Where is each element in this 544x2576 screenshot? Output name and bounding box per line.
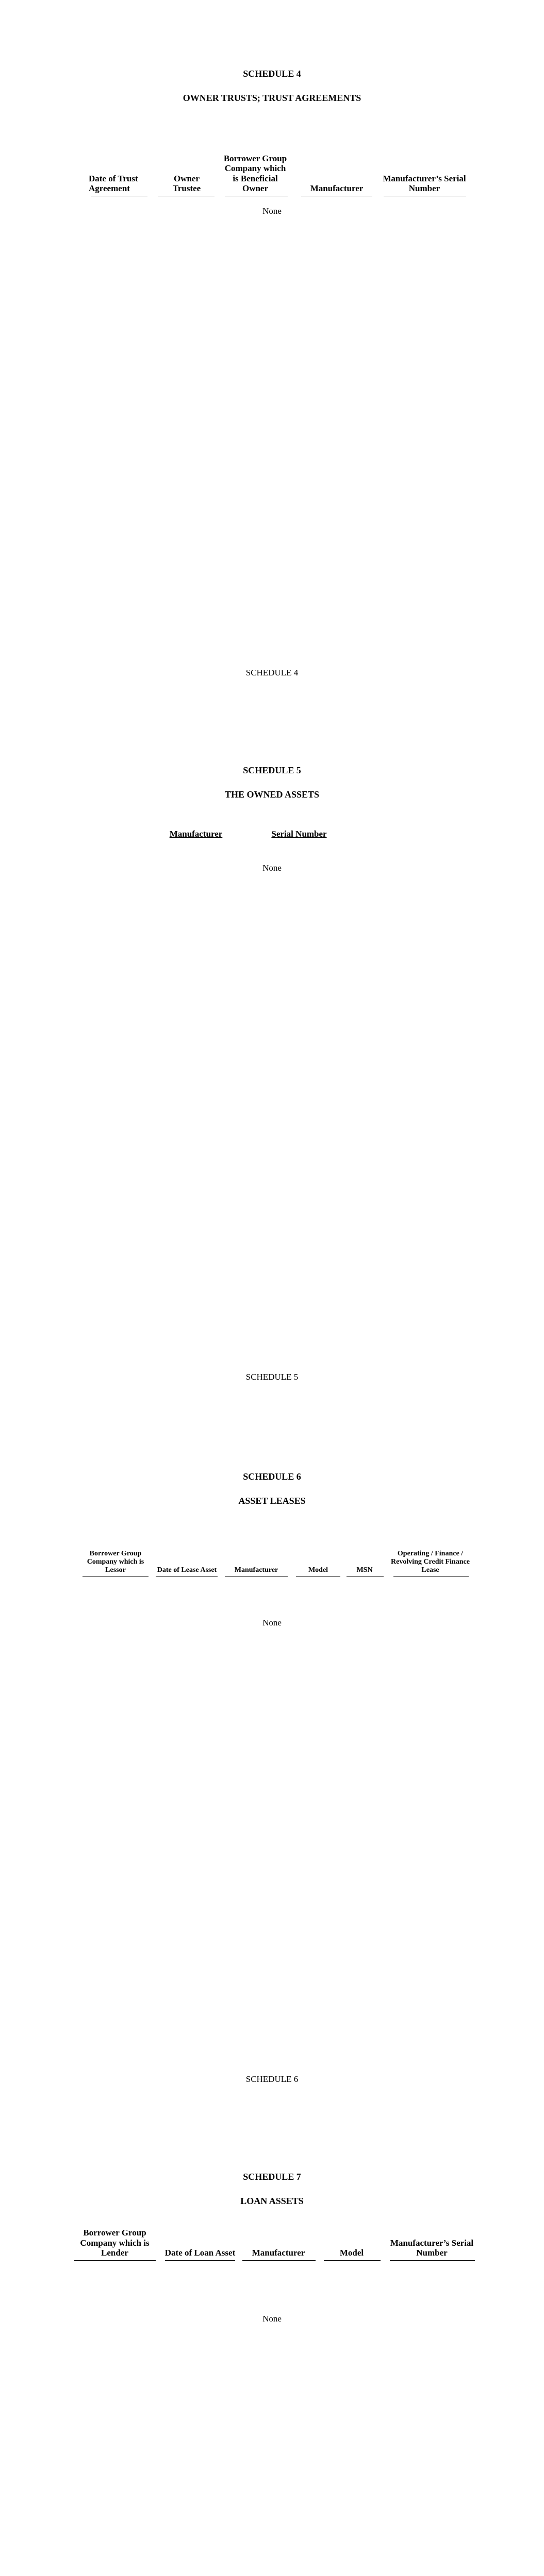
column-rule bbox=[74, 2260, 156, 2261]
schedule-title: LOAN ASSETS bbox=[240, 2196, 304, 2206]
column-header: Serial Number bbox=[271, 829, 327, 839]
column-rule bbox=[324, 2260, 381, 2261]
body-text: None bbox=[262, 206, 282, 216]
column-header: Model bbox=[308, 1566, 328, 1574]
column-header: Borrower Group Company which is Lessor bbox=[87, 1549, 144, 1574]
column-header: MSN bbox=[356, 1566, 373, 1574]
page-footer: SCHEDULE 6 bbox=[245, 2074, 299, 2084]
column-header: Manufacturer bbox=[169, 829, 223, 839]
schedule-4-page bbox=[0, 0, 544, 703]
column-header: Manufacturer bbox=[310, 183, 364, 194]
schedule-number-label: SCHEDULE 4 bbox=[243, 69, 301, 79]
schedule-number-label: SCHEDULE 6 bbox=[243, 1471, 301, 1482]
schedule-6-page bbox=[0, 1406, 544, 2110]
column-header: Borrower Group Company which is Beneficial Owner bbox=[223, 153, 287, 194]
column-header: Borrower Group Company which is Lender bbox=[80, 2228, 150, 2258]
page-footer: SCHEDULE 5 bbox=[245, 1372, 299, 1382]
column-rule bbox=[242, 2260, 316, 2261]
schedule-title: OWNER TRUSTS; TRUST AGREEMENTS bbox=[183, 93, 361, 103]
column-header: Model bbox=[339, 2248, 364, 2258]
body-text: None bbox=[262, 863, 282, 873]
column-header: Date of Loan Asset bbox=[164, 2248, 236, 2258]
schedule-5-page bbox=[0, 703, 544, 1406]
column-rule bbox=[165, 2260, 235, 2261]
column-header: Operating / Finance / Revolving Credit Finance Lease bbox=[391, 1549, 470, 1574]
schedule-number-label: SCHEDULE 7 bbox=[243, 2172, 301, 2182]
page-footer: SCHEDULE 4 bbox=[245, 668, 299, 677]
schedule-title: THE OWNED ASSETS bbox=[224, 789, 320, 800]
body-text: None bbox=[262, 2314, 282, 2324]
column-header: Manufacturer’s Serial Number bbox=[390, 2238, 474, 2258]
schedule-title: ASSET LEASES bbox=[238, 1496, 306, 1506]
column-header: Manufacturer’s Serial Number bbox=[383, 173, 466, 194]
column-header: Date of Trust Agreement bbox=[89, 173, 138, 194]
column-rule bbox=[390, 2260, 475, 2261]
body-text: None bbox=[262, 1618, 282, 1628]
column-header: Date of Lease Asset bbox=[157, 1566, 217, 1574]
schedule-number-label: SCHEDULE 5 bbox=[243, 765, 301, 775]
column-header: Manufacturer bbox=[252, 2248, 305, 2258]
column-header: Manufacturer bbox=[234, 1566, 278, 1574]
schedule-7-page bbox=[0, 2110, 544, 2576]
column-header: Owner Trustee bbox=[172, 173, 201, 194]
